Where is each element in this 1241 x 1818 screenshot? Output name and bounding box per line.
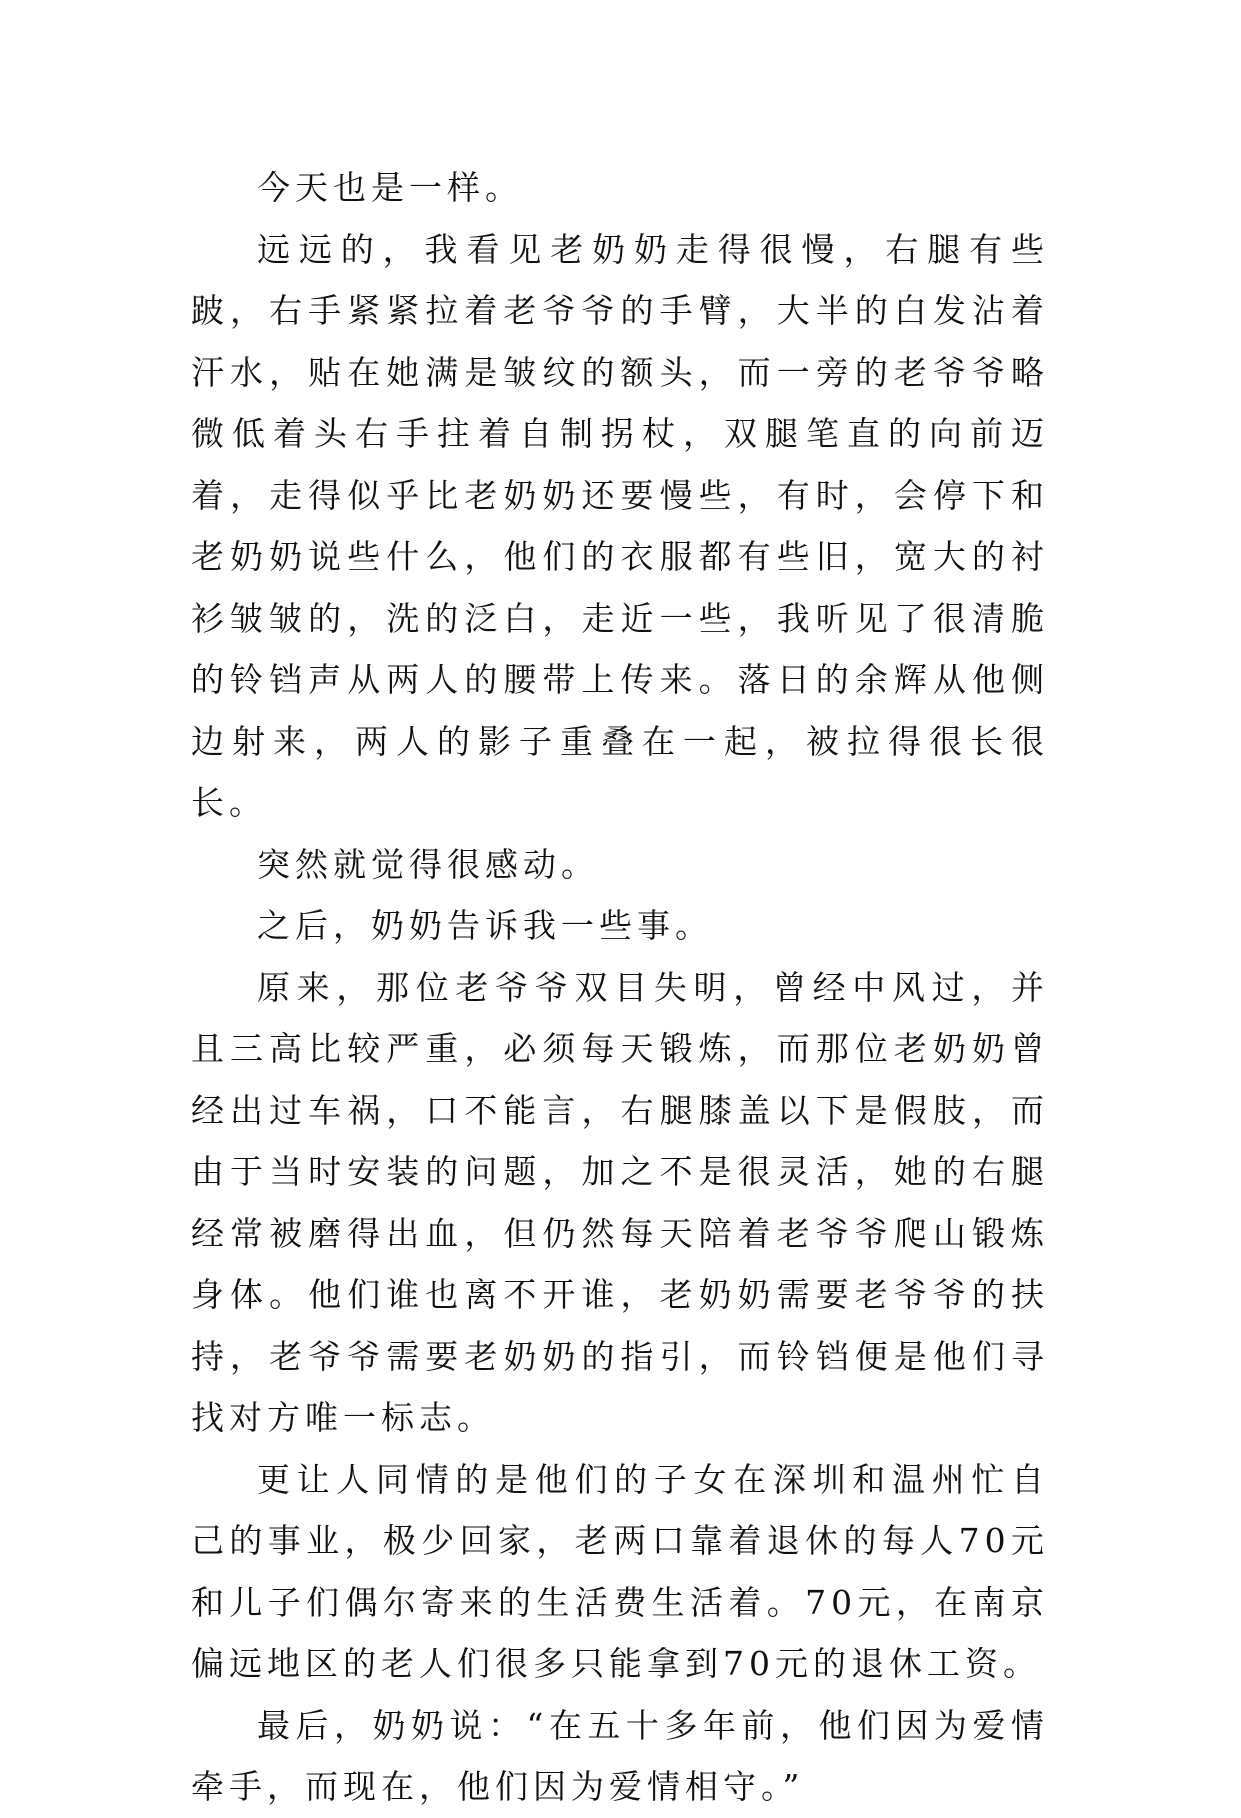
paragraph: 今天也是一样。 <box>257 168 523 207</box>
paragraph: 最后，奶奶说：“在五十多年前，他们因为爱情牵手，而现在，他们因为爱情相守。” <box>191 1705 1049 1806</box>
document-body <box>191 157 1049 1818</box>
paragraph: 突然就觉得很感动。 <box>257 844 599 884</box>
paragraph: 之后，奶奶告诉我一些事。 <box>257 906 713 945</box>
paragraph: 原来，那位老爷爷双目失明，曾经中风过，并且三高比较严重，必须每天锻炼，而那位老奶奶曾经出过车祸，口不能言，右腿膝盖以下是假肢，而由于当时安装的问题，加之不是很灵活，她的右腿经常被磨得出血，但仍然每天陪着老爷爷爬山锻炼身体。他们谁也离不开谁，老奶奶需要老爷爷的扶持，老爷爷需要老奶奶的指引，而铃铛便是他们寻找对方唯一标志。 <box>191 967 1049 1437</box>
paragraph: 远远的，我看见老奶奶走得很慢，右腿有些跛，右手紧紧拉着老爷爷的手臂，大半的白发沾着汗水，贴在她满是皱纹的额头，而一旁的老爷爷略微低着头右手拄着自制拐杖，双腿笔直的向前迈着，走得似乎比老奶奶还要慢些，有时，会停下和老奶奶说些什么，他们的衣服都有些旧，宽大的衬衫皱皱的，洗的泛白，走近一些，我听见了很清脆的铃铛声从两人的腰带上传来。落日的余辉从他侧边射来，两人的影子重叠在一起，被拉得很长很长。 <box>191 229 1049 822</box>
paragraph: 更让人同情的是他们的子女在深圳和温州忙自己的事业，极少回家，老两口靠着退休的每人70元和儿子们偶尔寄来的生活费生活着。70元，在南京偏远地区的老人们很多只能拿到70元的退休工资。 <box>191 1459 1049 1683</box>
